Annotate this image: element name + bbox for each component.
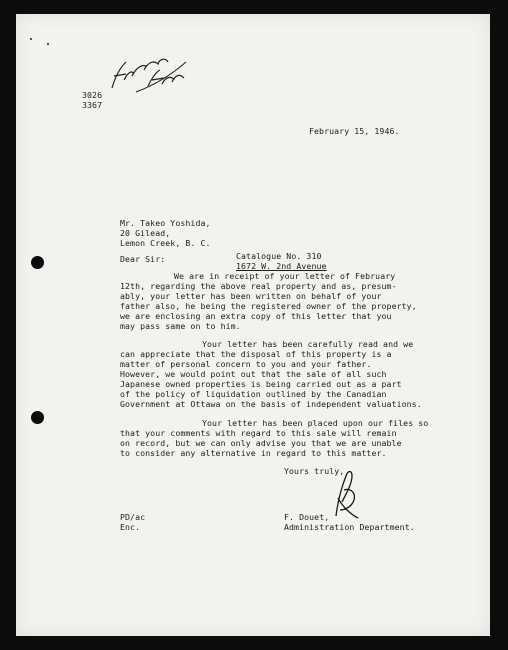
paragraph-line: of the policy of liquidation outlined by the Canadian bbox=[120, 389, 387, 399]
letter-date: February 15, 1946. bbox=[309, 126, 400, 136]
file-number: 3026 bbox=[82, 90, 103, 100]
recipient-address-line: Lemon Creek, B. C. bbox=[120, 238, 211, 248]
paragraph-line: on record, but we can only advise you that we are unable bbox=[120, 438, 402, 448]
file-number: 3367 bbox=[82, 100, 103, 110]
paragraph-line: father also, he being the registered owner of the property, bbox=[120, 301, 417, 311]
paragraph-line: Japanese owned properties is being carried out as a part bbox=[120, 379, 402, 389]
paragraph-line: may pass same on to him. bbox=[120, 321, 241, 331]
enclosure-note: Enc. bbox=[120, 522, 141, 532]
paragraph-line: Government at Ottawa on the basis of independent valuations. bbox=[120, 399, 422, 409]
salutation: Dear Sir: bbox=[120, 254, 166, 264]
paragraph-line: matter of personal concern to you and your father. bbox=[120, 359, 372, 369]
reference-address: 1672 W. 2nd Avenue bbox=[236, 261, 327, 271]
paragraph-line: can appreciate that the disposal of this property is a bbox=[120, 349, 392, 359]
recipient-name: Mr. Takeo Yoshida, bbox=[120, 218, 211, 228]
reference-catalogue: Catalogue No. 310 bbox=[236, 251, 322, 261]
paragraph-line: We are in receipt of your letter of February bbox=[174, 271, 396, 281]
paragraph-line: we are enclosing an extra copy of this letter that you bbox=[120, 311, 392, 321]
paragraph-line: that your comments with regard to this sale will remain bbox=[120, 428, 397, 438]
recipient-address-line: 20 Gilead, bbox=[120, 228, 171, 238]
paragraph-line: 12th, regarding the above real property and as, presum- bbox=[120, 281, 397, 291]
paragraph-line: Your letter has been placed upon our files so bbox=[202, 418, 429, 428]
paragraph-line: to consider any alternative in regard to this matter. bbox=[120, 448, 387, 458]
typist-initials: PD/ac bbox=[120, 512, 146, 522]
paragraph-line: ably, your letter has been written on behalf of your bbox=[120, 291, 382, 301]
signatory-name: F. Douet, bbox=[284, 512, 330, 522]
signatory-title: Administration Department. bbox=[284, 522, 415, 532]
closing: Yours truly, bbox=[284, 466, 345, 476]
paragraph-line: However, we would point out that the sale of all such bbox=[120, 369, 387, 379]
paragraph-line: Your letter has been carefully read and we bbox=[202, 339, 414, 349]
